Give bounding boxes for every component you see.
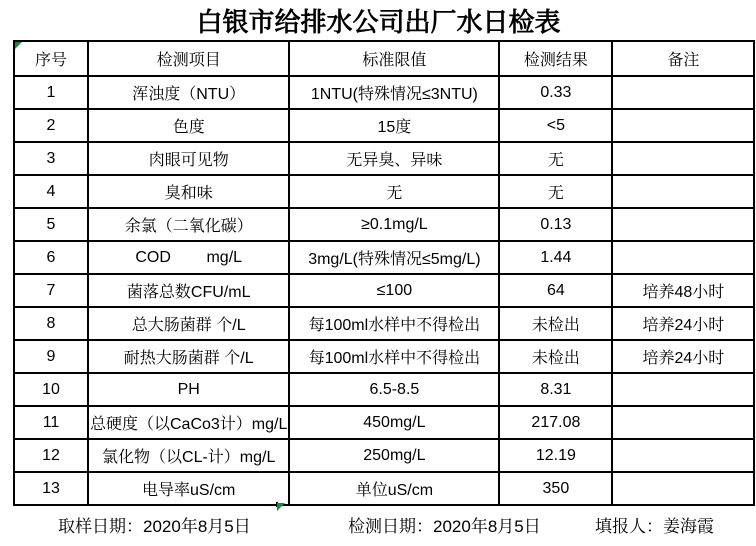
table-row — [14, 208, 754, 241]
excel-error-indicator-icon — [277, 503, 285, 511]
cell-result: 217.08 — [499, 406, 612, 439]
table-row — [14, 241, 754, 274]
table-row — [14, 109, 754, 142]
cell-no: 6 — [14, 241, 88, 274]
cell-item: 氯化物（以CL-计）mg/L — [88, 439, 289, 472]
table-row — [14, 340, 754, 373]
header-no: 序号 — [14, 41, 88, 76]
cell-result: 1.44 — [499, 241, 612, 274]
cell-no: 11 — [14, 406, 88, 439]
cell-result: 0.13 — [499, 208, 612, 241]
table-row — [14, 142, 754, 175]
cell-result: 0.33 — [499, 76, 612, 109]
cell-limit: 每100ml水样中不得检出 — [289, 340, 499, 373]
test-date: 检测日期：2020年8月5日 — [348, 517, 541, 536]
cell-limit: 单位uS/cm — [289, 472, 499, 505]
cell-note — [612, 241, 754, 274]
cell-limit: ≥0.1mg/L — [289, 208, 499, 241]
cell-no: 4 — [14, 175, 88, 208]
page-title: 白银市给排水公司出厂水日检表 — [196, 7, 561, 37]
header-result: 检测结果 — [499, 41, 612, 76]
cell-note — [612, 175, 754, 208]
sampling-date: 取样日期：2020年8月5日 — [58, 517, 251, 536]
table-row — [14, 274, 754, 307]
cell-item: 肉眼可见物 — [88, 142, 289, 175]
cell-item: PH — [88, 373, 289, 406]
cell-note — [612, 109, 754, 142]
cell-limit: 无 — [289, 175, 499, 208]
cell-no: 10 — [14, 373, 88, 406]
cell-note: 培养24小时 — [612, 340, 754, 373]
cell-no: 3 — [14, 142, 88, 175]
cell-result: 350 — [499, 472, 612, 505]
cell-no: 9 — [14, 340, 88, 373]
cell-item: 菌落总数CFU/mL — [88, 274, 289, 307]
cell-limit: 450mg/L — [289, 406, 499, 439]
cell-result: 8.31 — [499, 373, 612, 406]
cell-item: 浑浊度（NTU） — [88, 76, 289, 109]
cell-limit: 250mg/L — [289, 439, 499, 472]
cell-no: 8 — [14, 307, 88, 340]
cell-no: 7 — [14, 274, 88, 307]
reporter: 填报人：姜海霞 — [595, 517, 714, 536]
table-row — [14, 307, 754, 340]
table-row — [14, 175, 754, 208]
header-row — [14, 41, 754, 76]
cell-no: 1 — [14, 76, 88, 109]
cell-note — [612, 472, 754, 505]
header-note: 备注 — [612, 41, 754, 76]
cell-no: 2 — [14, 109, 88, 142]
cell-note — [612, 439, 754, 472]
cell-result: 未检出 — [499, 340, 612, 373]
cell-note: 培养24小时 — [612, 307, 754, 340]
cell-note — [612, 142, 754, 175]
cell-result: 未检出 — [499, 307, 612, 340]
cell-result: <5 — [499, 109, 612, 142]
cell-note — [612, 406, 754, 439]
cell-limit: 6.5-8.5 — [289, 373, 499, 406]
cell-note — [612, 373, 754, 406]
cell-note — [612, 208, 754, 241]
cell-limit: 15度 — [289, 109, 499, 142]
cell-item: 电导率uS/cm — [88, 472, 289, 505]
cell-result: 12.19 — [499, 439, 612, 472]
cell-no: 13 — [14, 472, 88, 505]
header-item: 检测项目 — [88, 41, 289, 76]
cell-result: 无 — [499, 142, 612, 175]
cell-limit: ≤100 — [289, 274, 499, 307]
table-row — [14, 472, 754, 505]
table-row — [14, 76, 754, 109]
cell-item: 臭和味 — [88, 175, 289, 208]
cell-limit: 无异臭、异味 — [289, 142, 499, 175]
cell-item: 耐热大肠菌群 个/L — [88, 340, 289, 373]
daily-inspection-table — [13, 40, 755, 506]
cell-item: 余氯（二氧化碳） — [88, 208, 289, 241]
cell-note — [612, 76, 754, 109]
cell-item: COD mg/L — [88, 241, 289, 274]
cell-limit: 1NTU(特殊情况≤3NTU) — [289, 76, 499, 109]
cell-limit: 每100ml水样中不得检出 — [289, 307, 499, 340]
cell-no: 5 — [14, 208, 88, 241]
cell-item: 总大肠菌群 个/L — [88, 307, 289, 340]
cell-no: 12 — [14, 439, 88, 472]
cell-result: 64 — [499, 274, 612, 307]
table-row — [14, 439, 754, 472]
cell-item: 总硬度（以CaCo3计）mg/L — [88, 406, 289, 439]
table-row — [14, 406, 754, 439]
cell-limit: 3mg/L(特殊情况≤5mg/L) — [289, 241, 499, 274]
header-limit: 标准限值 — [289, 41, 499, 76]
cell-result: 无 — [499, 175, 612, 208]
cell-note: 培养48小时 — [612, 274, 754, 307]
table-row — [14, 373, 754, 406]
cell-item: 色度 — [88, 109, 289, 142]
